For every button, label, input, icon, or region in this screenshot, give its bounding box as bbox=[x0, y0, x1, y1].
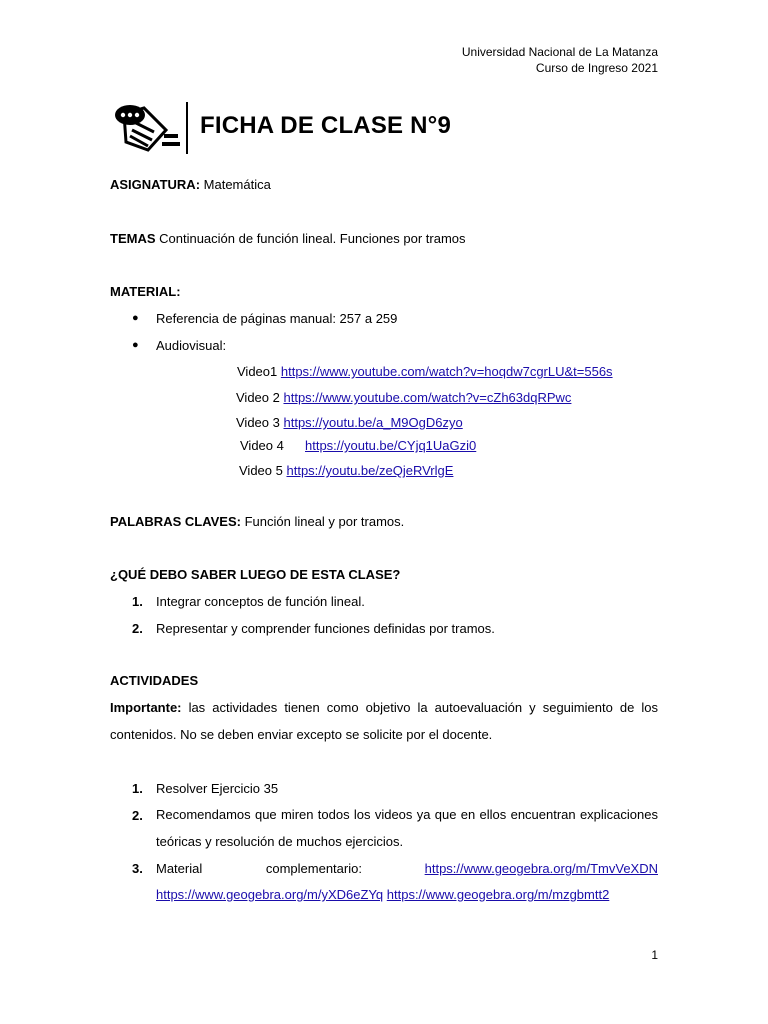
header-institution: Universidad Nacional de La Matanza bbox=[461, 45, 658, 59]
video-label: Video1 bbox=[237, 364, 278, 379]
list-number: 3. bbox=[132, 861, 143, 876]
chat-document-icon bbox=[114, 102, 190, 154]
list-item bbox=[132, 621, 143, 636]
list-item-text: Integrar conceptos de función lineal. bbox=[156, 594, 365, 609]
list-number: 1. bbox=[132, 781, 143, 796]
video-row bbox=[236, 415, 463, 430]
que-debo-heading: ¿QUÉ DEBO SABER LUEGO DE ESTA CLASE? bbox=[110, 567, 401, 582]
video-label: Video 2 bbox=[236, 390, 280, 405]
material-item-pages: Referencia de páginas manual: 257 a 259 bbox=[156, 311, 398, 326]
list-number: 2. bbox=[132, 808, 143, 823]
video-link[interactable]: https://youtu.be/CYjq1UaGzi0 bbox=[305, 438, 477, 453]
geogebra-link[interactable]: https://www.geogebra.org/m/mzgbmtt2 bbox=[386, 887, 610, 902]
list-item-text: Representar y comprender funciones definidas por tramos. bbox=[156, 621, 495, 636]
geogebra-links-row bbox=[156, 887, 609, 902]
page-title: FICHA DE CLASE N°9 bbox=[200, 112, 451, 139]
list-item bbox=[132, 781, 143, 796]
video-link[interactable]: https://youtu.be/a_M9OgD6zyo bbox=[283, 415, 463, 430]
importante-label: Importante: bbox=[110, 700, 182, 715]
header-course: Curso de Ingreso 2021 bbox=[535, 61, 658, 75]
material-complementario-row bbox=[156, 861, 658, 876]
list-item-text: Resolver Ejercicio 35 bbox=[156, 781, 279, 796]
asignatura-label: ASIGNATURA: bbox=[110, 177, 201, 192]
material-item-audiovisual: Audiovisual: bbox=[156, 338, 227, 353]
bullet-icon: ● bbox=[132, 312, 139, 324]
geogebra-link[interactable]: https://www.geogebra.org/m/yXD6eZYq bbox=[156, 887, 384, 902]
material-heading: MATERIAL: bbox=[110, 284, 181, 299]
asignatura-value: Matemática bbox=[203, 177, 271, 192]
video-label: Video 3 bbox=[236, 415, 280, 430]
importante-text: las actividades tienen como objetivo la autoevaluación y seguimiento de los contenidos. No se deben enviar excepto se solicite por el docente. bbox=[110, 700, 658, 742]
video-row bbox=[236, 390, 571, 405]
page-number: 1 bbox=[651, 948, 658, 962]
palabras-label: PALABRAS CLAVES: bbox=[110, 514, 241, 529]
bullet-icon: ● bbox=[132, 339, 139, 351]
video-link[interactable]: https://www.youtube.com/watch?v=cZh63dqRPwc bbox=[283, 390, 572, 405]
list-item bbox=[132, 808, 143, 823]
video-row bbox=[237, 364, 613, 379]
list-item bbox=[132, 861, 143, 876]
importante-paragraph bbox=[110, 694, 658, 748]
video-link[interactable]: https://youtu.be/zeQjeRVrlgE bbox=[286, 463, 454, 478]
list-item-text: Recomendamos que miren todos los videos ya que en ellos encuentran explicaciones teóricas y resolución de muchos ejercicios. bbox=[156, 807, 658, 849]
video-row bbox=[239, 463, 453, 478]
geogebra-link[interactable]: https://www.geogebra.org/m/TmvVeXDN bbox=[424, 861, 658, 876]
list-item bbox=[132, 594, 143, 609]
material-complementario-label bbox=[156, 861, 362, 876]
temas-value: Continuación de función lineal. Funciones por tramos bbox=[159, 231, 466, 246]
palabras-row bbox=[110, 514, 404, 529]
list-number: 1. bbox=[132, 594, 143, 609]
video-label: Video 4 bbox=[240, 438, 284, 453]
video-link[interactable]: https://www.youtube.com/watch?v=hoqdw7cgrLU&t=556s bbox=[280, 364, 613, 379]
temas-row bbox=[110, 231, 466, 246]
list-number: 2. bbox=[132, 621, 143, 636]
asignatura-row bbox=[110, 177, 271, 192]
actividades-heading: ACTIVIDADES bbox=[110, 673, 199, 688]
temas-label: TEMAS bbox=[110, 231, 156, 246]
palabras-value: Función lineal y por tramos. bbox=[244, 514, 405, 529]
video-label: Video 5 bbox=[239, 463, 283, 478]
video-row bbox=[240, 438, 284, 453]
list-item-text: Material complementario: bbox=[156, 861, 362, 876]
